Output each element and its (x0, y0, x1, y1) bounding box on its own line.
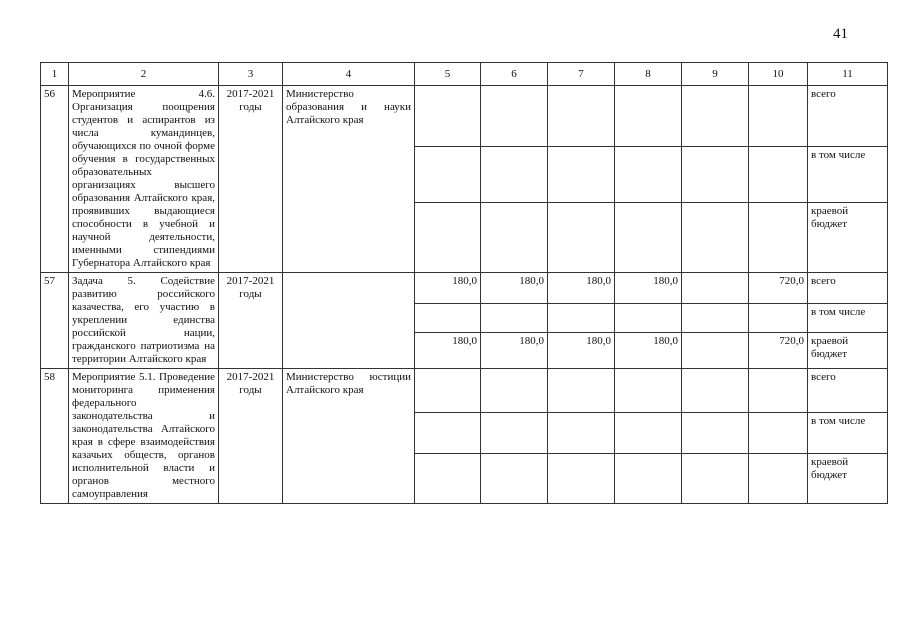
value-cell (615, 369, 682, 413)
funding-source-label: краевой бюджет (808, 453, 888, 503)
measure-years: 2017-2021 годы (219, 273, 283, 369)
col-header: 4 (283, 63, 415, 86)
value-cell (749, 146, 808, 203)
funding-source-label: всего (808, 86, 888, 147)
value-cell (615, 304, 682, 333)
value-cell (749, 369, 808, 413)
value-cell (415, 412, 481, 453)
value-cell: 720,0 (749, 333, 808, 369)
value-cell (615, 453, 682, 503)
value-cell (682, 146, 749, 203)
value-cell (548, 203, 615, 273)
value-cell (615, 203, 682, 273)
funding-source-label: в том числе (808, 146, 888, 203)
funding-source-label: всего (808, 273, 888, 304)
value-cell (481, 86, 548, 147)
value-cell (682, 412, 749, 453)
value-cell (481, 453, 548, 503)
value-cell (415, 203, 481, 273)
page-number: 41 (833, 26, 848, 42)
value-cell (682, 203, 749, 273)
value-cell: 180,0 (415, 273, 481, 304)
value-cell (682, 369, 749, 413)
header-row (41, 63, 888, 86)
value-cell (749, 203, 808, 273)
col-header: 8 (615, 63, 682, 86)
value-cell (682, 273, 749, 304)
value-cell (682, 86, 749, 147)
col-header: 9 (682, 63, 749, 86)
program-table (40, 62, 888, 504)
table-row (41, 273, 888, 304)
value-cell (548, 369, 615, 413)
row-number: 56 (41, 86, 69, 273)
value-cell (682, 453, 749, 503)
value-cell (749, 86, 808, 147)
value-cell (682, 333, 749, 369)
col-header: 11 (808, 63, 888, 86)
value-cell (415, 453, 481, 503)
value-cell (615, 86, 682, 147)
value-cell (415, 146, 481, 203)
value-cell (481, 369, 548, 413)
value-cell (481, 146, 548, 203)
value-cell (615, 146, 682, 203)
value-cell (481, 304, 548, 333)
table-row (41, 369, 888, 413)
measure-executor: Министерство юстиции Алтайского края (283, 369, 415, 504)
col-header: 7 (548, 63, 615, 86)
funding-source-label: краевой бюджет (808, 333, 888, 369)
funding-source-label: краевой бюджет (808, 203, 888, 273)
value-cell (548, 86, 615, 147)
value-cell (548, 146, 615, 203)
col-header: 2 (69, 63, 219, 86)
value-cell (415, 86, 481, 147)
value-cell (749, 304, 808, 333)
measure-description: Задача 5. Содействие развитию российского казачества, его участию в укреплении единства российской нации, гражданского патриотизма на территории Алтайского края (69, 273, 219, 369)
measure-description: Мероприятие 5.1. Проведение мониторинга применения федерального законодательства и законодательства Алтайского края в сфере взаимодействия казачьих обществ, органов исполнительной власти и органов местного самоуправления (69, 369, 219, 504)
value-cell: 180,0 (615, 273, 682, 304)
value-cell (548, 412, 615, 453)
measure-executor: Министерство образования и науки Алтайского края (283, 86, 415, 273)
measure-years: 2017-2021 годы (219, 86, 283, 273)
value-cell (615, 412, 682, 453)
value-cell: 180,0 (481, 333, 548, 369)
col-header: 1 (41, 63, 69, 86)
value-cell: 720,0 (749, 273, 808, 304)
measure-years: 2017-2021 годы (219, 369, 283, 504)
value-cell (415, 304, 481, 333)
table-row (41, 86, 888, 147)
row-number: 57 (41, 273, 69, 369)
value-cell (415, 369, 481, 413)
col-header: 5 (415, 63, 481, 86)
value-cell: 180,0 (481, 273, 548, 304)
measure-description: Мероприятие 4.6. Организация поощрения студентов и аспирантов из числа кумандинцев, обучающихся по очной форме обучения в государственных образовательных организациях высшего образования Алтайского края, проявивших выдающиеся способности в учебной и научной деятельности, именными стипендиями Губернатора Алтайского края (69, 86, 219, 273)
value-cell (749, 453, 808, 503)
value-cell (481, 203, 548, 273)
row-number: 58 (41, 369, 69, 504)
value-cell (749, 412, 808, 453)
funding-source-label: в том числе (808, 304, 888, 333)
funding-source-label: в том числе (808, 412, 888, 453)
value-cell: 180,0 (415, 333, 481, 369)
value-cell: 180,0 (548, 333, 615, 369)
value-cell: 180,0 (548, 273, 615, 304)
value-cell (481, 412, 548, 453)
measure-executor (283, 273, 415, 369)
col-header: 3 (219, 63, 283, 86)
value-cell: 180,0 (615, 333, 682, 369)
funding-source-label: всего (808, 369, 888, 413)
col-header: 6 (481, 63, 548, 86)
col-header: 10 (749, 63, 808, 86)
value-cell (548, 453, 615, 503)
value-cell (682, 304, 749, 333)
value-cell (548, 304, 615, 333)
